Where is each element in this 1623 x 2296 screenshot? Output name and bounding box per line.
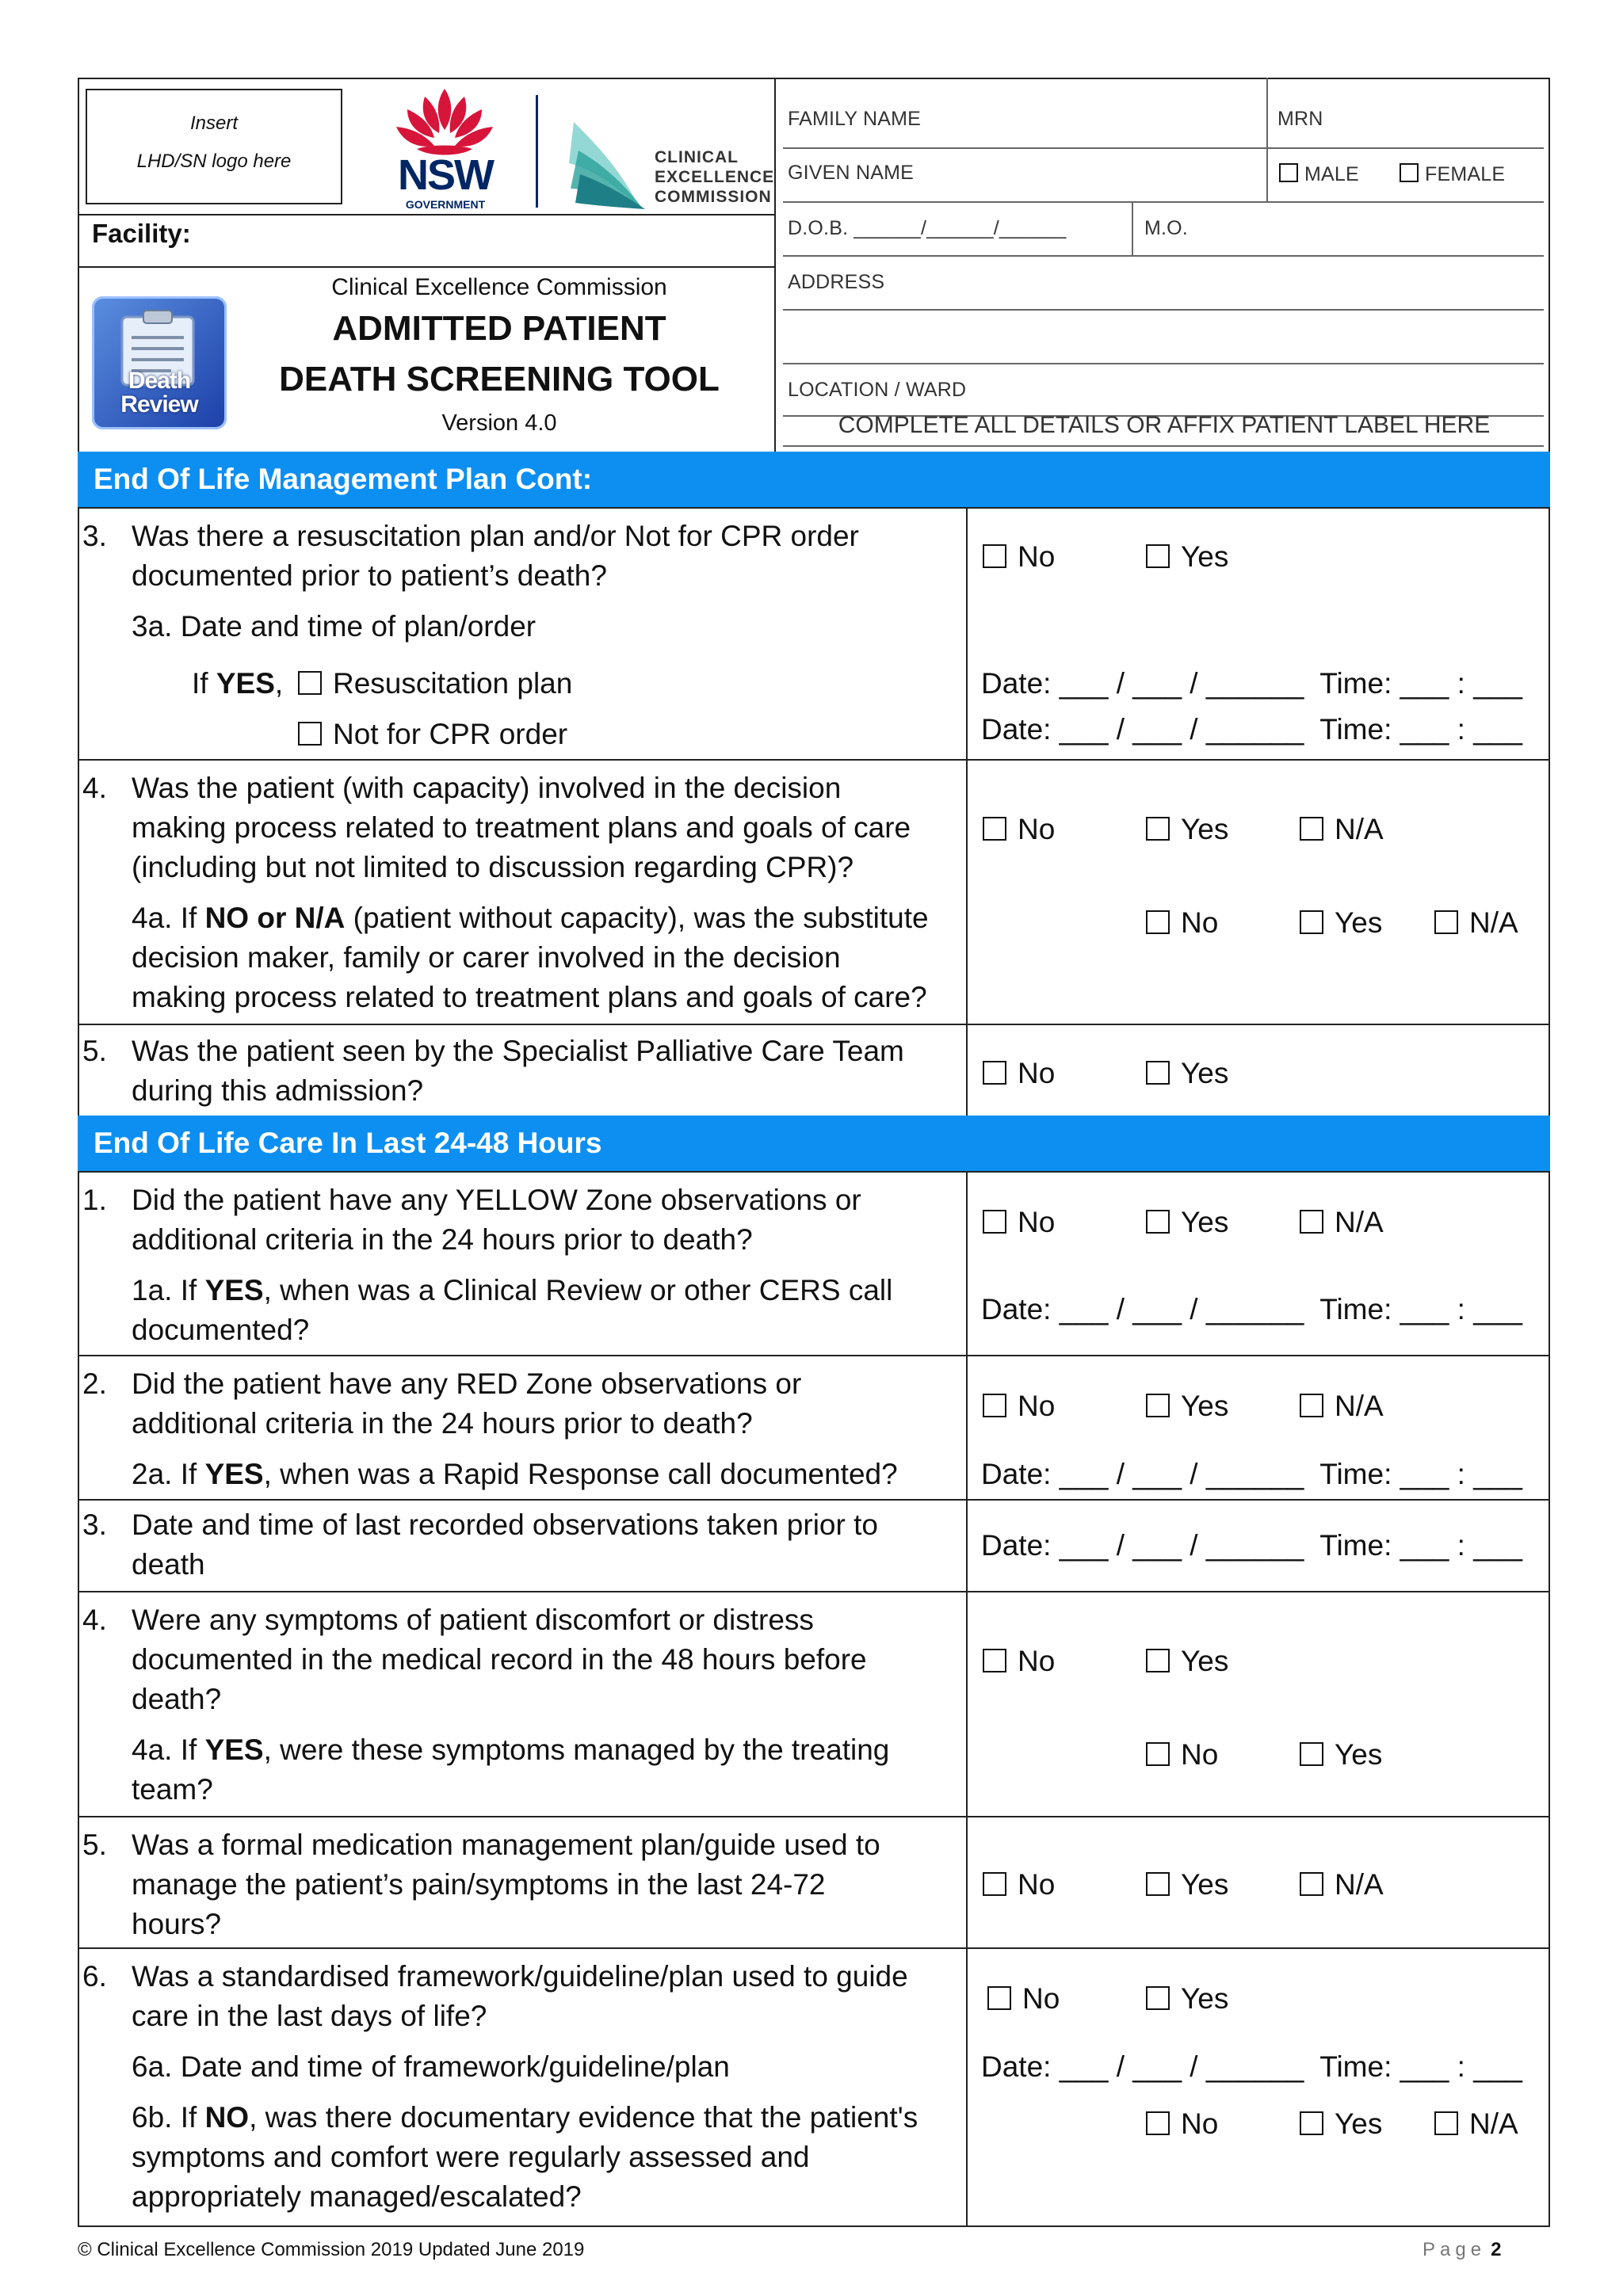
checkbox[interactable] [1146,1061,1170,1085]
sub-question-text: making process related to treatment plans and goals of care? [132,981,927,1013]
sub-question-text: 4a. If NO or N/A (patient without capacity), was the substitute [132,902,929,934]
checkbox[interactable] [1146,544,1170,568]
checkbox[interactable] [1300,1210,1323,1234]
s2q6-no-option[interactable]: No [987,1979,1060,2019]
dob-field[interactable]: D.O.B. ______/______/______ [788,217,1067,239]
s2q4a-yes-option[interactable]: Yes [1300,1735,1382,1775]
male-checkbox[interactable] [1279,163,1298,182]
question-number: 5. [82,1829,107,1861]
sub-question-text: documented? [132,1314,310,1346]
org-name: Clinical Excellence Commission [331,274,667,300]
s1q3-yes-option[interactable]: Yes [1146,537,1228,577]
given-name-label: GIVEN NAME [788,162,914,184]
s2q5-yes-option[interactable]: Yes [1146,1865,1228,1905]
question-text: death [132,1548,205,1581]
s2q2-na-option[interactable]: N/A [1300,1386,1384,1426]
waratah-icon [385,86,504,158]
family-name-label: FAMILY NAME [788,108,921,130]
form-title-line2: DEATH SCREENING TOOL [279,360,720,399]
checkbox[interactable] [1300,2111,1323,2135]
s2q6a-date-time[interactable]: Date: ___ / ___ / ______ Time: ___ : ___ [981,2050,1522,2083]
section-end-of-life-plan: End Of Life Management Plan Cont: [78,452,1550,507]
s2q6b-na-option[interactable]: N/A [1434,2104,1518,2144]
checkbox[interactable] [1300,817,1323,841]
s2q5-na-option[interactable]: N/A [1300,1865,1384,1905]
s1q4a-no-option[interactable]: No [1146,903,1218,943]
s1q5-no-option[interactable]: No [983,1054,1055,1093]
page-number: Page 2 [1423,2239,1502,2260]
s2q6b-no-option[interactable]: No [1146,2104,1218,2144]
question-number: 3. [82,1508,107,1541]
checkbox[interactable] [983,1210,1006,1234]
s1q4a-yes-option[interactable]: Yes [1300,903,1382,943]
cec-line2: EXCELLENCE [655,168,775,186]
sub-question-text: 4a. If YES, were these symptoms managed by the treating [132,1733,890,1766]
question-text: Was the patient seen by the Specialist Palliative Care Team [132,1035,904,1067]
question-number: 4. [82,772,107,804]
checkbox[interactable] [987,1986,1011,2010]
icon-text-line1: Death [128,368,191,394]
checkbox[interactable] [1146,2111,1170,2135]
s2q4-no-option[interactable]: No [983,1642,1055,1681]
sub-question-text: symptoms and comfort were regularly assessed and [132,2141,810,2173]
death-review-icon [92,296,227,429]
female-checkbox[interactable] [1400,163,1419,182]
question-text: additional criteria in the 24 hours prior to death? [132,1223,753,1256]
checkbox[interactable] [1146,1649,1170,1672]
s2q2-yes-option[interactable]: Yes [1146,1386,1228,1426]
checkbox[interactable] [1434,910,1458,934]
sub-question-text: 6b. If NO, was there documentary evidence that the patient's [132,2101,918,2134]
question-text: Was there a resuscitation plan and/or Not for CPR order [132,520,859,552]
checkbox[interactable] [1300,1872,1323,1896]
cec-wave-icon [563,119,650,211]
s2q3-date-time[interactable]: Date: ___ / ___ / ______ Time: ___ : ___ [981,1529,1522,1562]
question-number: 3. [82,520,107,552]
s2q1a-date-time[interactable]: Date: ___ / ___ / ______ Time: ___ : ___ [981,1293,1522,1325]
sub-question-text: 2a. If YES, when was a Rapid Response call documented? [132,1458,898,1490]
sub-question-text: team? [132,1773,213,1806]
question-text: (including but not limited to discussion regarding CPR)? [132,851,854,883]
sub-question-text: 3a. Date and time of plan/order [132,610,537,643]
female-option[interactable]: FEMALE [1400,163,1505,186]
question-text: additional criteria in the 24 hours prior to death? [132,1407,753,1440]
logo-facility-divider [78,214,775,215]
question-text: Date and time of last recorded observations taken prior to [132,1508,878,1541]
if-yes-label: If YES, [192,667,284,700]
question-number: 2. [82,1367,107,1400]
s1q3-no-option[interactable]: No [983,537,1055,577]
cec-line1: CLINICAL [655,148,739,166]
question-text: Did the patient have any YELLOW Zone observations or [132,1184,861,1216]
facility-label: Facility: [92,219,191,248]
logo-separator [536,95,538,208]
s1q5-yes-option[interactable]: Yes [1146,1054,1228,1093]
facility-title-divider [78,266,775,268]
footer-copyright: © Clinical Excellence Commission 2019 Updated June 2019 [78,2239,585,2260]
nsw-government-logo [385,86,504,212]
question-number: 6. [82,1960,107,1993]
patient-label-note: COMPLETE ALL DETAILS OR AFFIX PATIENT LABEL HERE [838,412,1491,438]
question-text: manage the patient’s pain/symptoms in the last 24-72 [132,1868,826,1901]
icon-text-line2: Review [120,391,198,418]
s1q4-yes-option[interactable]: Yes [1146,810,1228,849]
male-option[interactable]: MALE [1279,163,1359,186]
s2q2a-date-time[interactable]: Date: ___ / ___ / ______ Time: ___ : ___ [981,1458,1522,1490]
resuscitation-plan-date-time[interactable]: Date: ___ / ___ / ______ Time: ___ : ___ [981,667,1522,700]
not-for-cpr-checkbox[interactable] [298,722,322,746]
s1q4a-na-option[interactable]: N/A [1434,903,1518,943]
question-text: hours? [132,1908,222,1940]
s2q2-no-option[interactable]: No [983,1386,1055,1426]
checkbox[interactable] [983,817,1006,841]
question-text: Were any symptoms of patient discomfort or distress [132,1604,814,1636]
question-text: making process related to treatment plans and goals of care [132,811,911,844]
checkbox[interactable] [1146,1872,1170,1896]
logo-placeholder-line2: LHD/SN logo here [136,151,292,172]
location-ward-label: LOCATION / WARD [788,379,967,401]
s2q4-yes-option[interactable]: Yes [1146,1642,1228,1681]
form-title-line1: ADMITTED PATIENT [332,309,666,348]
s2q6b-yes-option[interactable]: Yes [1300,2104,1382,2144]
question-text: Did the patient have any RED Zone observations or [132,1367,802,1400]
checkbox[interactable] [1146,1742,1170,1766]
question-text: care in the last days of life? [132,2000,487,2032]
question-text: Was a formal medication management plan/guide used to [132,1829,880,1861]
sub-question-text: 1a. If YES, when was a Clinical Review or other CERS call [132,1274,893,1306]
cec-wordmark [655,147,774,207]
section-end-of-life-care: End Of Life Care In Last 24-48 Hours [78,1116,1550,1171]
s2q1-yes-option[interactable]: Yes [1146,1203,1228,1242]
sub-question-text: appropriately managed/escalated? [132,2180,582,2213]
question-number: 5. [82,1035,107,1067]
question-text: documented prior to patient’s death? [132,559,607,592]
checkbox[interactable] [983,1872,1006,1896]
question-text: documented in the medical record in the 48 hours before [132,1643,867,1676]
checkbox[interactable] [1146,1394,1170,1417]
version-label: Version 4.0 [441,410,557,436]
cec-line3: COMMISSION [655,188,772,206]
checkbox[interactable] [1300,910,1323,934]
s2q6-yes-option[interactable]: Yes [1146,1979,1228,2019]
checkbox[interactable] [983,1649,1006,1672]
not-for-cpr-option[interactable]: Not for CPR order [298,715,567,754]
checkbox[interactable] [983,544,1006,568]
sub-question-text: decision maker, family or carer involved in the decision [132,941,841,974]
question-text: Was the patient (with capacity) involved in the decision [132,772,842,804]
question-number: 1. [82,1184,107,1216]
checkbox[interactable] [1300,1394,1323,1417]
resuscitation-plan-option[interactable]: Resuscitation plan [298,664,572,704]
mrn-label: MRN [1277,108,1323,130]
s2q5-no-option[interactable]: No [983,1865,1055,1905]
question-text: death? [132,1683,222,1715]
checkbox[interactable] [1300,1742,1323,1766]
cec-logo [563,119,775,214]
not-for-cpr-date-time[interactable]: Date: ___ / ___ / ______ Time: ___ : ___ [981,713,1522,746]
checkbox[interactable] [983,1394,1006,1417]
checkbox[interactable] [1146,1210,1170,1234]
s1q4-no-option[interactable]: No [983,810,1055,849]
death-review-text [92,369,227,417]
s2q4a-no-option[interactable]: No [1146,1735,1218,1775]
checkbox[interactable] [983,1061,1006,1085]
checkbox[interactable] [1434,2111,1458,2135]
checkbox[interactable] [1146,1986,1170,2010]
address-label: ADDRESS [788,271,885,293]
mo-label: M.O. [1144,217,1188,239]
logo-placeholder-line1: Insert [189,113,239,134]
lhd-logo-placeholder [86,89,342,204]
question-text: during this admission? [132,1074,424,1107]
question-number: 4. [82,1604,107,1636]
answer-column-divider-2 [966,1171,968,2227]
s2q1-no-option[interactable]: No [983,1203,1055,1242]
nsw-wordmark: NSW [398,151,493,199]
question-text: Was a standardised framework/guideline/plan used to guide [132,1960,908,1993]
checkbox[interactable] [1146,910,1170,934]
nsw-government-label: GOVERNMENT [405,198,486,211]
s1q4-na-option[interactable]: N/A [1300,810,1384,849]
s2q1-na-option[interactable]: N/A [1300,1203,1384,1242]
checkbox[interactable] [1146,817,1170,841]
resuscitation-plan-checkbox[interactable] [298,671,322,695]
sub-question-text: 6a. Date and time of framework/guideline/plan [132,2050,730,2083]
header-divider [774,78,776,452]
